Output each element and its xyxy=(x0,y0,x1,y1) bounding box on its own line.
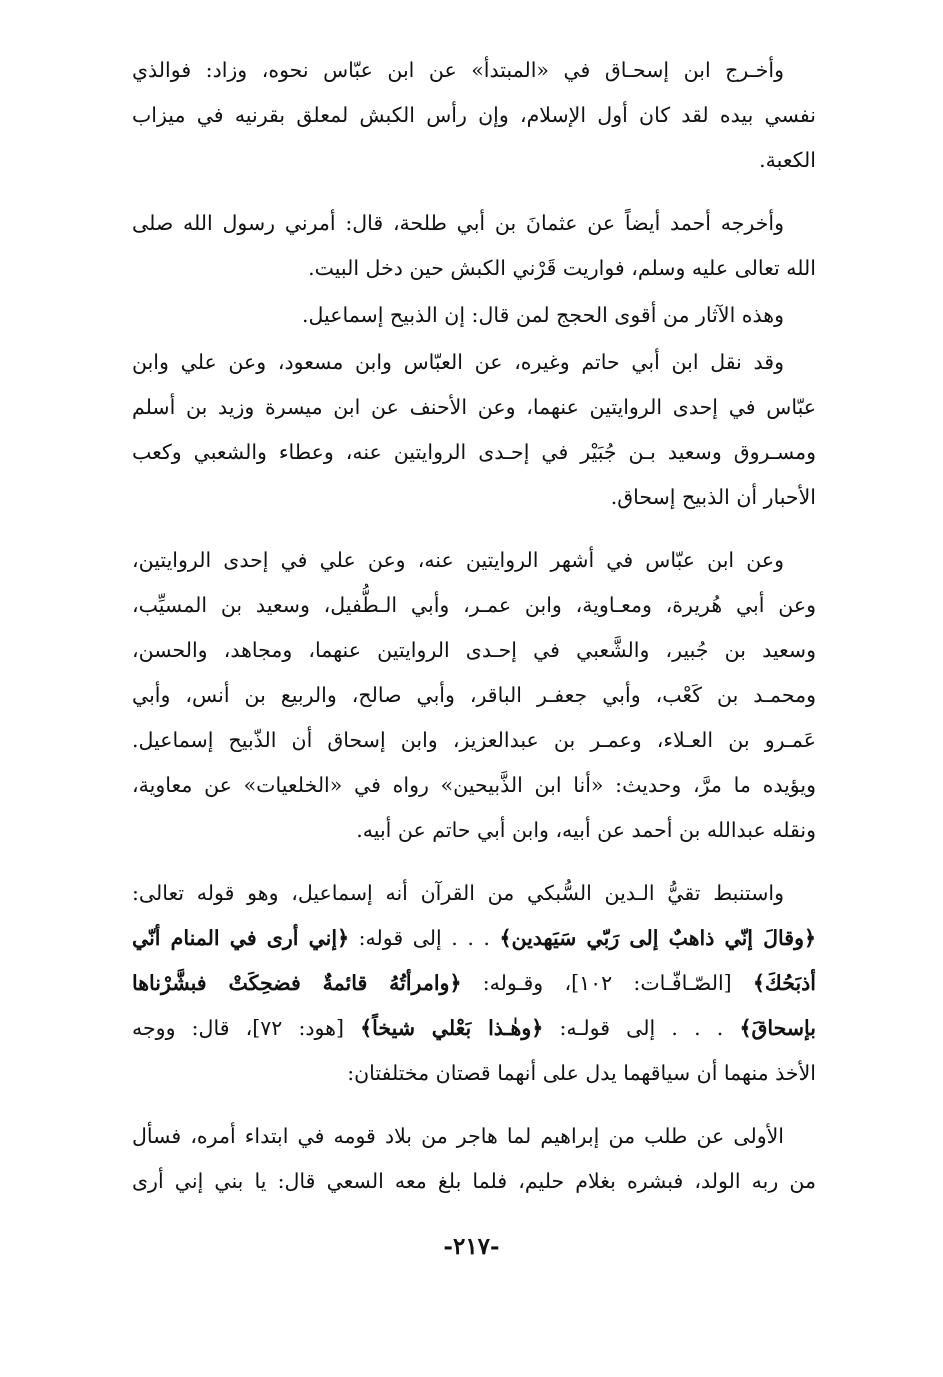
paragraph-2 xyxy=(132,201,816,291)
text-line: وأخـرج ابن إسحـاق في «المبتدأ» عن ابن عبّاس نحوه، وزاد: فوالذي xyxy=(132,58,784,82)
paragraph-7 xyxy=(132,1114,816,1204)
paragraph-3 xyxy=(132,293,816,338)
text-line: عَمـرو بن العـلاء، وعمـر بن عبدالعزيز، وابن إسحاق أن الذّبيح إسماعيل. xyxy=(132,728,816,752)
text-line: من ربه الولد، فبشره بغلام حليم، فلما بلغ معه السعي قال: يا بني إني أرى xyxy=(132,1169,816,1193)
text-line: الكعبة. xyxy=(759,148,816,172)
text-line: ونقله عبدالله بن أحمد عن أبيه، وابن أبي حاتم عن أبيه. xyxy=(356,818,816,842)
text-line: وعن أبي هُريرة، ومعـاوية، وابن عمـر، وأبي الـطُّفيل، وسعيد بن المسيِّب، xyxy=(132,593,816,617)
text-line: ومحمـد بن كَعْب، وأبي جعفـر الباقر، وأبي صالح، والربيع بن أنس، وأبي xyxy=(132,683,816,707)
text-line: وهذه الآثار من أقوى الحجج لمن قال: إن الذبيح إسماعيل. xyxy=(301,303,784,327)
text-line: عبّاس في إحدى الروايتين عنهما، وعن الأحنف عن ابن ميسرة وزيد بن أسلم xyxy=(132,395,816,419)
paragraph-6 xyxy=(132,871,816,1096)
page-text xyxy=(132,48,816,1204)
text-line: وسعيد بن جُبير، والشَّعبي في إحـدى الروايتين عنهما، ومجاهد، والحسن، xyxy=(132,638,816,662)
text-line: وأخرجه أحمد أيضاً عن عثمانَ بن أبي طلحة، قال: أمرني رسول الله صلى xyxy=(132,211,784,235)
text-line: وعن ابن عبّاس في أشهر الروايتين عنه، وعن علي في إحدى الروايتين، xyxy=(132,548,784,572)
paragraph-spacer xyxy=(132,853,816,871)
paragraph-5 xyxy=(132,538,816,853)
text-line: الأحبار أن الذبيح إسحاق. xyxy=(610,485,816,509)
text-line: الأولى عن طلب من إبراهيم لما هاجر من بلاد قومه في ابتداء أمره، فسأل xyxy=(132,1124,784,1148)
paragraph-1 xyxy=(132,48,816,183)
text-line: الله تعالى عليه وسلم، فواريت قَرْني الكبش حين دخل البيت. xyxy=(308,256,816,280)
quran-quote-line: ﴿وقالَ إنّي ذاهبٌ إلى رَبّي سَيَهدين﴾ . . . إلى قوله: ﴿إني أرى في المنام أنّي xyxy=(132,926,816,950)
paragraph-spacer xyxy=(132,183,816,201)
text-line: وقد نقل ابن أبي حاتم وغيره، عن العبّاس وابن مسعود، وعن علي وابن xyxy=(132,350,784,374)
paragraph-spacer xyxy=(132,520,816,538)
page-number: -٢١٧- xyxy=(443,1233,500,1260)
text-line: ومسـروق وسعيد بـن جُبَيْر في إحـدى الروايتين عنه، وعطاء والشعبي وكعب xyxy=(132,440,816,464)
paragraph-4 xyxy=(132,340,816,520)
paragraph-spacer xyxy=(132,1096,816,1114)
text-line: واستنبط تقيُّ الـدين السُّبكي من القرآن أنه إسماعيل، وهو قوله تعالى: xyxy=(132,881,784,905)
quran-quote-line: أذبَحُكَ﴾ [الصّـافّـات: ١٠٢]، وقـوله: ﴿وامرأتُهُ قائمةٌ فضحِكَتْ فبشَّرْناها xyxy=(132,971,816,995)
quran-quote-line: بإسحاقَ﴾ . . . إلى قولـه: ﴿وهٰـذا بَعْلي شيخاً﴾ [هود: ٧٢]، قال: ووجه xyxy=(132,1016,816,1040)
text-line: ويؤيده ما مرَّ، وحديث: «أنا ابن الذَّبيحين» رواه في «الخلعيات» عن معاوية، xyxy=(132,773,816,797)
text-line: الأخذ منهما أن سياقهما يدل على أنهما قصتان مختلفتان: xyxy=(347,1061,816,1085)
text-line: نفسي بيده لقد كان أول الإسلام، وإن رأس الكبش لمعلق بقرنيه في ميزاب xyxy=(132,103,816,127)
